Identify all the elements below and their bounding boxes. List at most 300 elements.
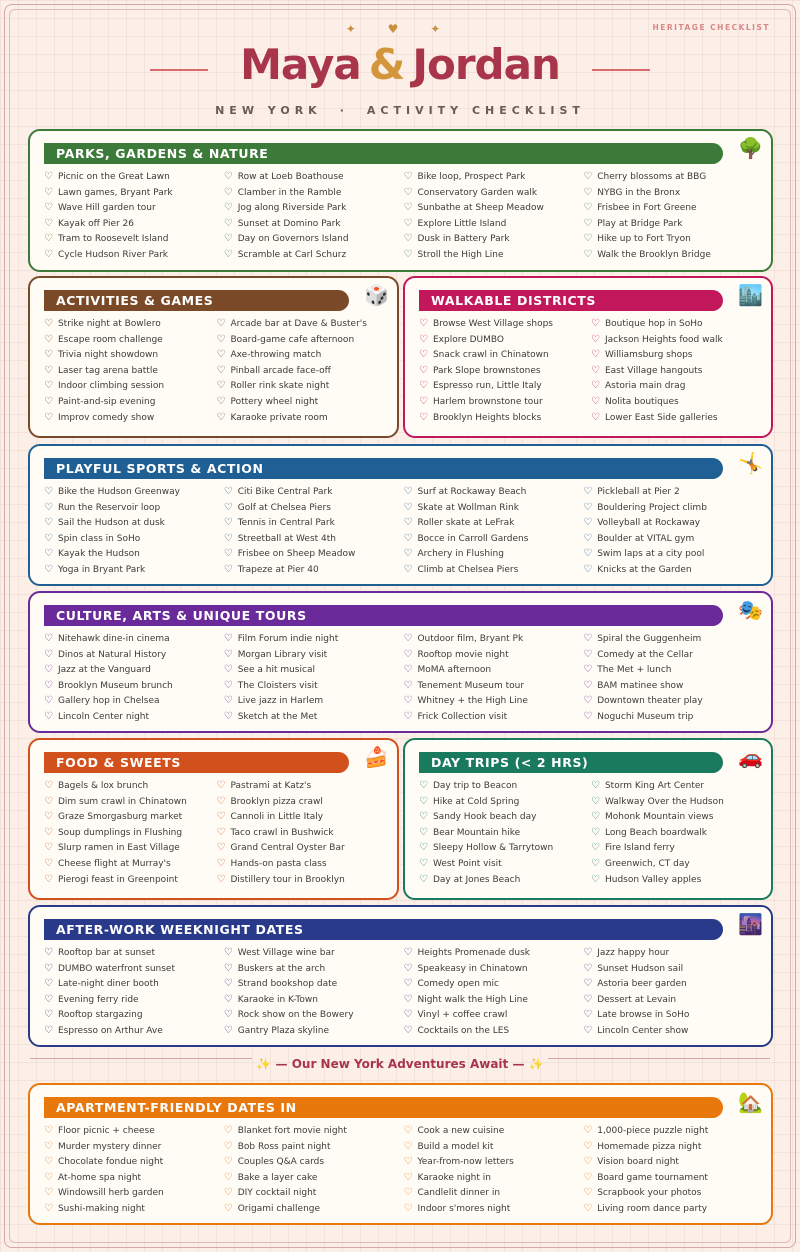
- checklist-item[interactable]: [404, 1139, 584, 1155]
- heart-checkbox-icon[interactable]: ♡: [583, 486, 593, 497]
- checklist-item[interactable]: [44, 825, 217, 841]
- heart-checkbox-icon[interactable]: ♡: [583, 171, 593, 182]
- heart-checkbox-icon[interactable]: ♡: [403, 186, 413, 198]
- heart-checkbox-icon[interactable]: ♡: [583, 517, 593, 529]
- checklist-item[interactable]: [217, 809, 390, 825]
- checklist-item[interactable]: [217, 316, 390, 332]
- checklist-item[interactable]: [44, 484, 224, 500]
- heart-checkbox-icon[interactable]: ♡: [419, 857, 428, 869]
- checklist-item[interactable]: [583, 1023, 763, 1039]
- checklist-item[interactable]: [404, 1201, 584, 1217]
- checklist-item[interactable]: [217, 840, 390, 856]
- checklist-item[interactable]: [583, 200, 763, 216]
- heart-checkbox-icon[interactable]: ♡: [223, 1009, 233, 1021]
- checklist-item[interactable]: [224, 484, 404, 500]
- checklist-item[interactable]: [217, 332, 390, 348]
- heart-checkbox-icon[interactable]: ♡: [44, 217, 53, 229]
- heart-checkbox-icon[interactable]: ♡: [223, 548, 233, 560]
- checklist-item[interactable]: [404, 1123, 584, 1139]
- heart-checkbox-icon[interactable]: ♡: [591, 364, 600, 376]
- heart-checkbox-icon[interactable]: ♡: [419, 873, 428, 885]
- checklist-item[interactable]: [591, 825, 763, 841]
- checklist-item[interactable]: [404, 693, 584, 709]
- checklist-item[interactable]: [591, 778, 763, 794]
- heart-checkbox-icon[interactable]: ♡: [583, 1009, 593, 1021]
- heart-checkbox-icon[interactable]: ♡: [223, 532, 233, 544]
- checklist-item[interactable]: [583, 1170, 763, 1186]
- heart-checkbox-icon[interactable]: ♡: [403, 1187, 413, 1199]
- heart-checkbox-icon[interactable]: ♡: [403, 1125, 413, 1136]
- checklist-item[interactable]: [404, 1023, 584, 1039]
- checklist-item[interactable]: [591, 794, 763, 810]
- checklist-item[interactable]: [404, 185, 584, 201]
- heart-checkbox-icon[interactable]: ♡: [44, 186, 53, 198]
- heart-checkbox-icon[interactable]: ♡: [223, 648, 233, 660]
- heart-checkbox-icon[interactable]: ♡: [223, 248, 233, 260]
- heart-checkbox-icon[interactable]: ♡: [419, 333, 428, 345]
- heart-checkbox-icon[interactable]: ♡: [44, 695, 53, 707]
- checklist-item[interactable]: [224, 200, 404, 216]
- heart-checkbox-icon[interactable]: ♡: [44, 633, 53, 644]
- checklist-item[interactable]: [583, 500, 763, 516]
- heart-checkbox-icon[interactable]: ♡: [403, 648, 413, 660]
- heart-checkbox-icon[interactable]: ♡: [591, 842, 600, 854]
- checklist-item[interactable]: [224, 500, 404, 516]
- checklist-item[interactable]: [44, 363, 217, 379]
- heart-checkbox-icon[interactable]: ♡: [583, 532, 593, 544]
- heart-checkbox-icon[interactable]: ♡: [44, 826, 53, 838]
- heart-checkbox-icon[interactable]: ♡: [44, 873, 53, 885]
- checklist-item[interactable]: [44, 185, 224, 201]
- checklist-item[interactable]: [224, 1170, 404, 1186]
- checklist-item[interactable]: [217, 872, 390, 888]
- checklist-item[interactable]: [44, 332, 217, 348]
- checklist-item[interactable]: [404, 515, 584, 531]
- heart-checkbox-icon[interactable]: ♡: [583, 233, 593, 245]
- checklist-item[interactable]: [224, 631, 404, 647]
- checklist-item[interactable]: [419, 332, 591, 348]
- heart-checkbox-icon[interactable]: ♡: [216, 333, 226, 345]
- checklist-item[interactable]: [583, 1123, 763, 1139]
- checklist-item[interactable]: [44, 992, 224, 1008]
- heart-checkbox-icon[interactable]: ♡: [583, 947, 593, 958]
- heart-checkbox-icon[interactable]: ♡: [44, 333, 53, 345]
- heart-checkbox-icon[interactable]: ♡: [583, 648, 593, 660]
- checklist-item[interactable]: [44, 316, 217, 332]
- heart-checkbox-icon[interactable]: ♡: [419, 795, 428, 807]
- checklist-item[interactable]: [44, 562, 224, 578]
- checklist-item[interactable]: [44, 231, 224, 247]
- heart-checkbox-icon[interactable]: ♡: [403, 486, 413, 497]
- checklist-item[interactable]: [583, 1139, 763, 1155]
- heart-checkbox-icon[interactable]: ♡: [403, 202, 413, 214]
- checklist-item[interactable]: [583, 961, 763, 977]
- heart-checkbox-icon[interactable]: ♡: [583, 1187, 593, 1199]
- heart-checkbox-icon[interactable]: ♡: [44, 233, 53, 245]
- heart-checkbox-icon[interactable]: ♡: [223, 1202, 233, 1214]
- checklist-item[interactable]: [419, 347, 591, 363]
- checklist-item[interactable]: [44, 1170, 224, 1186]
- checklist-item[interactable]: [583, 231, 763, 247]
- heart-checkbox-icon[interactable]: ♡: [223, 1140, 233, 1152]
- heart-checkbox-icon[interactable]: ♡: [419, 842, 428, 854]
- checklist-item[interactable]: [591, 378, 763, 394]
- heart-checkbox-icon[interactable]: ♡: [44, 364, 53, 376]
- checklist-item[interactable]: [44, 169, 224, 185]
- heart-checkbox-icon[interactable]: ♡: [583, 1156, 593, 1168]
- checklist-item[interactable]: [44, 531, 224, 547]
- heart-checkbox-icon[interactable]: ♡: [591, 333, 600, 345]
- heart-checkbox-icon[interactable]: ♡: [216, 826, 226, 838]
- heart-checkbox-icon[interactable]: ♡: [216, 873, 226, 885]
- checklist-item[interactable]: [224, 1154, 404, 1170]
- checklist-item[interactable]: [44, 872, 217, 888]
- heart-checkbox-icon[interactable]: ♡: [403, 563, 413, 575]
- heart-checkbox-icon[interactable]: ♡: [419, 349, 428, 361]
- heart-checkbox-icon[interactable]: ♡: [44, 1202, 53, 1214]
- checklist-item[interactable]: [44, 500, 224, 516]
- checklist-item[interactable]: [404, 484, 584, 500]
- checklist-item[interactable]: [224, 976, 404, 992]
- heart-checkbox-icon[interactable]: ♡: [44, 679, 53, 691]
- checklist-item[interactable]: [583, 1201, 763, 1217]
- checklist-item[interactable]: [44, 856, 217, 872]
- checklist-item[interactable]: [44, 200, 224, 216]
- heart-checkbox-icon[interactable]: ♡: [223, 171, 233, 182]
- heart-checkbox-icon[interactable]: ♡: [591, 811, 600, 823]
- checklist-item[interactable]: [44, 840, 217, 856]
- heart-checkbox-icon[interactable]: ♡: [223, 517, 233, 529]
- checklist-item[interactable]: [404, 976, 584, 992]
- checklist-item[interactable]: [224, 678, 404, 694]
- checklist-item[interactable]: [224, 216, 404, 232]
- checklist-item[interactable]: [419, 778, 591, 794]
- checklist-item[interactable]: [217, 825, 390, 841]
- heart-checkbox-icon[interactable]: ♡: [44, 1187, 53, 1199]
- heart-checkbox-icon[interactable]: ♡: [403, 248, 413, 260]
- checklist-item[interactable]: [217, 347, 390, 363]
- checklist-item[interactable]: [583, 1154, 763, 1170]
- checklist-item[interactable]: [583, 515, 763, 531]
- heart-checkbox-icon[interactable]: ♡: [583, 1024, 593, 1036]
- heart-checkbox-icon[interactable]: ♡: [583, 962, 593, 974]
- heart-checkbox-icon[interactable]: ♡: [223, 1187, 233, 1199]
- checklist-item[interactable]: [44, 961, 224, 977]
- heart-checkbox-icon[interactable]: ♡: [216, 411, 226, 423]
- heart-checkbox-icon[interactable]: ♡: [216, 349, 226, 361]
- checklist-item[interactable]: [404, 169, 584, 185]
- checklist-item[interactable]: [591, 394, 763, 410]
- checklist-item[interactable]: [224, 169, 404, 185]
- checklist-item[interactable]: [404, 1007, 584, 1023]
- heart-checkbox-icon[interactable]: ♡: [44, 993, 53, 1005]
- checklist-item[interactable]: [591, 872, 763, 888]
- heart-checkbox-icon[interactable]: ♡: [44, 202, 53, 214]
- heart-checkbox-icon[interactable]: ♡: [223, 679, 233, 691]
- heart-checkbox-icon[interactable]: ♡: [583, 664, 593, 676]
- checklist-item[interactable]: [217, 794, 390, 810]
- heart-checkbox-icon[interactable]: ♡: [403, 633, 413, 644]
- heart-checkbox-icon[interactable]: ♡: [223, 962, 233, 974]
- checklist-item[interactable]: [44, 378, 217, 394]
- heart-checkbox-icon[interactable]: ♡: [44, 648, 53, 660]
- heart-checkbox-icon[interactable]: ♡: [403, 993, 413, 1005]
- heart-checkbox-icon[interactable]: ♡: [44, 1171, 53, 1183]
- heart-checkbox-icon[interactable]: ♡: [403, 978, 413, 990]
- heart-checkbox-icon[interactable]: ♡: [44, 978, 53, 990]
- checklist-item[interactable]: [224, 961, 404, 977]
- checklist-item[interactable]: [419, 872, 591, 888]
- checklist-item[interactable]: [217, 378, 390, 394]
- checklist-item[interactable]: [583, 647, 763, 663]
- checklist-item[interactable]: [583, 709, 763, 725]
- checklist-item[interactable]: [404, 945, 584, 961]
- checklist-item[interactable]: [583, 662, 763, 678]
- heart-checkbox-icon[interactable]: ♡: [591, 318, 600, 329]
- heart-checkbox-icon[interactable]: ♡: [44, 1125, 53, 1136]
- heart-checkbox-icon[interactable]: ♡: [223, 978, 233, 990]
- heart-checkbox-icon[interactable]: ♡: [44, 811, 53, 823]
- heart-checkbox-icon[interactable]: ♡: [403, 710, 413, 722]
- checklist-item[interactable]: [404, 500, 584, 516]
- heart-checkbox-icon[interactable]: ♡: [583, 248, 593, 260]
- checklist-item[interactable]: [224, 546, 404, 562]
- checklist-item[interactable]: [217, 410, 390, 426]
- checklist-item[interactable]: [217, 394, 390, 410]
- heart-checkbox-icon[interactable]: ♡: [419, 826, 428, 838]
- heart-checkbox-icon[interactable]: ♡: [44, 318, 53, 329]
- checklist-item[interactable]: [224, 1201, 404, 1217]
- checklist-item[interactable]: [404, 709, 584, 725]
- heart-checkbox-icon[interactable]: ♡: [583, 1202, 593, 1214]
- checklist-item[interactable]: [44, 394, 217, 410]
- checklist-item[interactable]: [419, 378, 591, 394]
- heart-checkbox-icon[interactable]: ♡: [223, 710, 233, 722]
- heart-checkbox-icon[interactable]: ♡: [216, 318, 226, 329]
- heart-checkbox-icon[interactable]: ♡: [403, 679, 413, 691]
- heart-checkbox-icon[interactable]: ♡: [223, 501, 233, 513]
- heart-checkbox-icon[interactable]: ♡: [223, 1125, 233, 1136]
- heart-checkbox-icon[interactable]: ♡: [591, 826, 600, 838]
- heart-checkbox-icon[interactable]: ♡: [44, 248, 53, 260]
- heart-checkbox-icon[interactable]: ♡: [419, 780, 428, 791]
- heart-checkbox-icon[interactable]: ♡: [583, 563, 593, 575]
- checklist-item[interactable]: [44, 1201, 224, 1217]
- heart-checkbox-icon[interactable]: ♡: [403, 947, 413, 958]
- heart-checkbox-icon[interactable]: ♡: [403, 1202, 413, 1214]
- heart-checkbox-icon[interactable]: ♡: [583, 993, 593, 1005]
- checklist-item[interactable]: [583, 693, 763, 709]
- heart-checkbox-icon[interactable]: ♡: [403, 548, 413, 560]
- heart-checkbox-icon[interactable]: ♡: [403, 233, 413, 245]
- heart-checkbox-icon[interactable]: ♡: [403, 217, 413, 229]
- checklist-item[interactable]: [583, 945, 763, 961]
- heart-checkbox-icon[interactable]: ♡: [223, 186, 233, 198]
- checklist-item[interactable]: [224, 531, 404, 547]
- checklist-item[interactable]: [583, 976, 763, 992]
- checklist-item[interactable]: [583, 992, 763, 1008]
- heart-checkbox-icon[interactable]: ♡: [223, 695, 233, 707]
- heart-checkbox-icon[interactable]: ♡: [223, 947, 233, 958]
- heart-checkbox-icon[interactable]: ♡: [403, 501, 413, 513]
- heart-checkbox-icon[interactable]: ♡: [403, 1156, 413, 1168]
- checklist-item[interactable]: [404, 992, 584, 1008]
- checklist-item[interactable]: [583, 484, 763, 500]
- checklist-item[interactable]: [224, 1123, 404, 1139]
- checklist-item[interactable]: [583, 247, 763, 263]
- checklist-item[interactable]: [224, 515, 404, 531]
- checklist-item[interactable]: [224, 1007, 404, 1023]
- heart-checkbox-icon[interactable]: ♡: [223, 486, 233, 497]
- heart-checkbox-icon[interactable]: ♡: [216, 811, 226, 823]
- checklist-item[interactable]: [404, 200, 584, 216]
- checklist-item[interactable]: [44, 778, 217, 794]
- checklist-item[interactable]: [404, 631, 584, 647]
- checklist-item[interactable]: [224, 1139, 404, 1155]
- heart-checkbox-icon[interactable]: ♡: [216, 857, 226, 869]
- checklist-item[interactable]: [419, 316, 591, 332]
- checklist-item[interactable]: [44, 1185, 224, 1201]
- heart-checkbox-icon[interactable]: ♡: [216, 795, 226, 807]
- heart-checkbox-icon[interactable]: ♡: [591, 380, 600, 392]
- checklist-item[interactable]: [404, 1170, 584, 1186]
- checklist-item[interactable]: [44, 1123, 224, 1139]
- checklist-item[interactable]: [404, 531, 584, 547]
- heart-checkbox-icon[interactable]: ♡: [44, 532, 53, 544]
- heart-checkbox-icon[interactable]: ♡: [419, 364, 428, 376]
- checklist-item[interactable]: [591, 410, 763, 426]
- checklist-item[interactable]: [583, 546, 763, 562]
- checklist-item[interactable]: [44, 1154, 224, 1170]
- heart-checkbox-icon[interactable]: ♡: [223, 217, 233, 229]
- heart-checkbox-icon[interactable]: ♡: [583, 1125, 593, 1136]
- checklist-item[interactable]: [591, 840, 763, 856]
- heart-checkbox-icon[interactable]: ♡: [583, 217, 593, 229]
- checklist-item[interactable]: [224, 647, 404, 663]
- heart-checkbox-icon[interactable]: ♡: [583, 1140, 593, 1152]
- heart-checkbox-icon[interactable]: ♡: [216, 364, 226, 376]
- heart-checkbox-icon[interactable]: ♡: [583, 978, 593, 990]
- checklist-item[interactable]: [419, 410, 591, 426]
- heart-checkbox-icon[interactable]: ♡: [223, 202, 233, 214]
- heart-checkbox-icon[interactable]: ♡: [583, 679, 593, 691]
- checklist-item[interactable]: [44, 945, 224, 961]
- checklist-item[interactable]: [583, 1185, 763, 1201]
- checklist-item[interactable]: [44, 647, 224, 663]
- checklist-item[interactable]: [44, 631, 224, 647]
- checklist-item[interactable]: [419, 840, 591, 856]
- heart-checkbox-icon[interactable]: ♡: [403, 1171, 413, 1183]
- checklist-item[interactable]: [217, 363, 390, 379]
- heart-checkbox-icon[interactable]: ♡: [403, 1009, 413, 1021]
- checklist-item[interactable]: [419, 794, 591, 810]
- heart-checkbox-icon[interactable]: ♡: [44, 1156, 53, 1168]
- heart-checkbox-icon[interactable]: ♡: [591, 411, 600, 423]
- heart-checkbox-icon[interactable]: ♡: [44, 380, 53, 392]
- checklist-item[interactable]: [224, 247, 404, 263]
- checklist-item[interactable]: [591, 809, 763, 825]
- heart-checkbox-icon[interactable]: ♡: [44, 857, 53, 869]
- checklist-item[interactable]: [44, 347, 217, 363]
- checklist-item[interactable]: [44, 709, 224, 725]
- heart-checkbox-icon[interactable]: ♡: [44, 411, 53, 423]
- checklist-item[interactable]: [404, 1154, 584, 1170]
- heart-checkbox-icon[interactable]: ♡: [44, 517, 53, 529]
- heart-checkbox-icon[interactable]: ♡: [223, 233, 233, 245]
- heart-checkbox-icon[interactable]: ♡: [223, 1024, 233, 1036]
- heart-checkbox-icon[interactable]: ♡: [403, 171, 413, 182]
- heart-checkbox-icon[interactable]: ♡: [44, 171, 53, 182]
- checklist-item[interactable]: [419, 363, 591, 379]
- heart-checkbox-icon[interactable]: ♡: [223, 1156, 233, 1168]
- heart-checkbox-icon[interactable]: ♡: [403, 664, 413, 676]
- checklist-item[interactable]: [591, 316, 763, 332]
- checklist-item[interactable]: [404, 562, 584, 578]
- checklist-item[interactable]: [583, 169, 763, 185]
- checklist-item[interactable]: [591, 347, 763, 363]
- heart-checkbox-icon[interactable]: ♡: [583, 548, 593, 560]
- checklist-item[interactable]: [224, 562, 404, 578]
- heart-checkbox-icon[interactable]: ♡: [419, 411, 428, 423]
- heart-checkbox-icon[interactable]: ♡: [583, 501, 593, 513]
- checklist-item[interactable]: [583, 1007, 763, 1023]
- heart-checkbox-icon[interactable]: ♡: [583, 202, 593, 214]
- checklist-item[interactable]: [583, 631, 763, 647]
- heart-checkbox-icon[interactable]: ♡: [591, 780, 600, 791]
- checklist-item[interactable]: [44, 546, 224, 562]
- checklist-item[interactable]: [44, 809, 217, 825]
- checklist-item[interactable]: [44, 1023, 224, 1039]
- checklist-item[interactable]: [583, 562, 763, 578]
- checklist-item[interactable]: [591, 332, 763, 348]
- checklist-item[interactable]: [217, 856, 390, 872]
- checklist-item[interactable]: [44, 693, 224, 709]
- checklist-item[interactable]: [44, 1139, 224, 1155]
- heart-checkbox-icon[interactable]: ♡: [44, 1024, 53, 1036]
- heart-checkbox-icon[interactable]: ♡: [44, 486, 53, 497]
- heart-checkbox-icon[interactable]: ♡: [223, 664, 233, 676]
- heart-checkbox-icon[interactable]: ♡: [216, 380, 226, 392]
- checklist-item[interactable]: [224, 709, 404, 725]
- checklist-item[interactable]: [583, 216, 763, 232]
- checklist-item[interactable]: [591, 856, 763, 872]
- heart-checkbox-icon[interactable]: ♡: [591, 349, 600, 361]
- heart-checkbox-icon[interactable]: ♡: [419, 380, 428, 392]
- heart-checkbox-icon[interactable]: ♡: [44, 780, 53, 791]
- heart-checkbox-icon[interactable]: ♡: [44, 710, 53, 722]
- checklist-item[interactable]: [44, 1007, 224, 1023]
- checklist-item[interactable]: [419, 394, 591, 410]
- checklist-item[interactable]: [591, 363, 763, 379]
- heart-checkbox-icon[interactable]: ♡: [44, 501, 53, 513]
- heart-checkbox-icon[interactable]: ♡: [44, 563, 53, 575]
- heart-checkbox-icon[interactable]: ♡: [223, 993, 233, 1005]
- checklist-item[interactable]: [404, 662, 584, 678]
- heart-checkbox-icon[interactable]: ♡: [403, 532, 413, 544]
- heart-checkbox-icon[interactable]: ♡: [583, 633, 593, 644]
- checklist-item[interactable]: [44, 515, 224, 531]
- checklist-item[interactable]: [404, 231, 584, 247]
- heart-checkbox-icon[interactable]: ♡: [44, 1009, 53, 1021]
- heart-checkbox-icon[interactable]: ♡: [583, 710, 593, 722]
- checklist-item[interactable]: [224, 693, 404, 709]
- heart-checkbox-icon[interactable]: ♡: [223, 633, 233, 644]
- heart-checkbox-icon[interactable]: ♡: [583, 186, 593, 198]
- heart-checkbox-icon[interactable]: ♡: [44, 349, 53, 361]
- heart-checkbox-icon[interactable]: ♡: [591, 395, 600, 407]
- checklist-item[interactable]: [419, 825, 591, 841]
- heart-checkbox-icon[interactable]: ♡: [591, 857, 600, 869]
